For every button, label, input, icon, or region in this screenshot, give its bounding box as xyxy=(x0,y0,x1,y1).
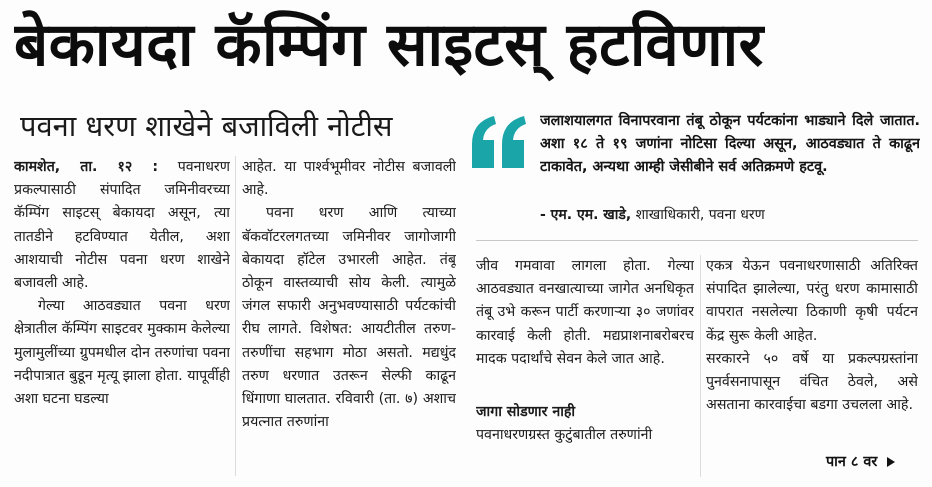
paragraph-text: पवनाधरण प्रकल्पासाठी संपादित जमिनीवरच्या कॅम्पिंग साइटस् बेकायदा असून, त्या तातडीने हटविण्यात येतील, अशा आशयाची नोटीस पवना धरण शाखेने बजावली आहे. xyxy=(14,159,230,292)
dateline: कामशेत, ता. १२ : xyxy=(14,159,159,175)
continued-label: पान ८ वर xyxy=(826,454,878,470)
article-paragraph: गेल्या आठवड्यात पवना धरण क्षेत्रातील कॅम्पिंग साइटवर मुक्काम केलेल्या मुलामुलींच्या ग्रुपमधील दोन तरुणांचा पवना नदीपात्रात बुडून मृत्यू झाला होता. यापूर्वीही अशा घटना घडल्या xyxy=(14,298,230,408)
article-column-1 xyxy=(14,156,230,480)
headline: बेकायदा कॅम्पिंग साइटस् हटविणार xyxy=(14,10,764,80)
subheadline: पवना धरण शाखेने बजाविली नोटीस xyxy=(20,109,393,143)
column-divider xyxy=(235,156,236,476)
article-column-2 xyxy=(242,156,456,480)
column-divider xyxy=(700,255,701,477)
arrow-right-icon xyxy=(885,456,897,468)
pullquote-text: जलाशयालगत विनापरवाना तंबू ठोकून पर्यटकांना भाड्याने दिले जातात. अशा १८ ते १९ जणांना नोटिसा दिल्या असून, आठवड्यात ते काढून टाकावेत, अन्यथा आम्ही जेसीबीने सर्व अतिक्रमणे हटवू. xyxy=(540,113,920,175)
article-paragraph: आहेत. या पार्श्वभूमीवर नोटीस बजावली आहे. xyxy=(242,159,456,199)
section-divider xyxy=(476,240,918,241)
article-paragraph: सरकारने ५० वर्षे या प्रकल्पग्रस्तांना पुनर्वसनापासून वंचित ठेवले, असे असताना कारवाईचा बडगा उचलला आहे. xyxy=(706,350,918,414)
article-column-4 xyxy=(706,255,918,480)
article-paragraph xyxy=(14,156,230,295)
pullquote-author: - एम. एम. खाडे, xyxy=(540,207,632,223)
article-paragraph: जीव गमवावा लागला होता. गेल्या आठवड्यात वनखात्याच्या जागेत अनधिकृत तंबू उभे करून पार्टी करणाऱ्या ३० जणांवर कारवाई केली होती. मद्यप्राशनाबरोबरच मादक पदार्थांचे सेवन केले जात आहे. xyxy=(476,258,694,367)
pullquote-attribution xyxy=(540,203,920,227)
continued-on-page[interactable] xyxy=(826,450,926,474)
article-paragraph: एकत्र येऊन पवनाधरणासाठी अतिरिक्त संपादित झालेल्या, परंतु धरण कामासाठी वापरात नसलेल्या ठिकाणी कृषी पर्यटन केंद्र सुरू केली आहेत. xyxy=(706,258,918,344)
pullquote-role: शाखाधिकारी, पवना धरण xyxy=(631,207,765,223)
subheading: जागा सोडणार नाही xyxy=(476,404,576,421)
article-column-3 xyxy=(476,255,694,480)
article-paragraph: पवनाधरणग्रस्त कुटुंबातील तरुणांनी xyxy=(476,427,653,444)
article-paragraph: पवना धरण आणि त्याच्या बॅकवॉटरलगतच्या जमिनीवर जागोजागी बेकायदा हॉटेल उभारली आहेत. तंबू ठोकून वास्तव्याची सोय केली. त्यामुळे जंगल सफारी अनुभवण्यासाठी पर्यटकांची रीघ लागते. विशेषत: आयटीतील तरुण-तरुणींचा सहभाग मोठा असतो. मद्यधुंद तरुण धरणात उतरून सेल्फी काढून धिंगाणा घालतात. रविवारी (ता. ७) अशाच प्रयत्नात तरुणांना xyxy=(242,205,456,431)
quote-icon xyxy=(468,112,530,172)
